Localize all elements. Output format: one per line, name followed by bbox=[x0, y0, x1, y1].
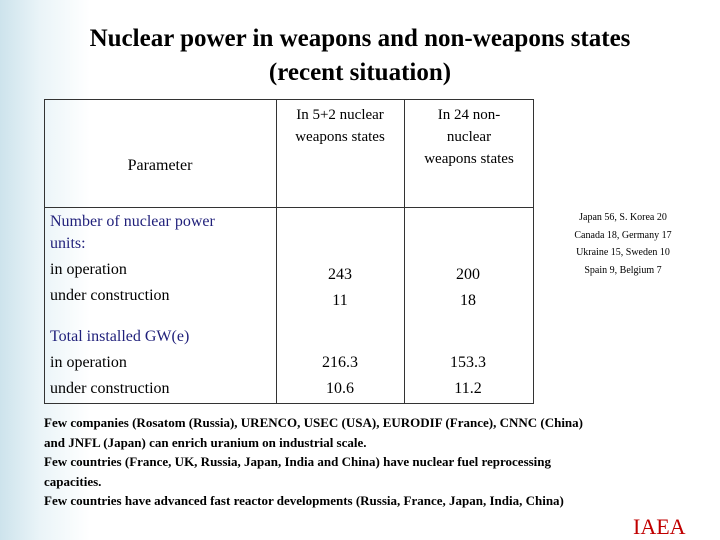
footer-notes bbox=[44, 413, 712, 511]
slide-title bbox=[0, 22, 720, 90]
column-header-weapons-line: In 5+2 nuclear bbox=[296, 107, 384, 123]
gw-in-operation-label: in operation bbox=[50, 354, 127, 371]
units-heading-line: Number of nuclear power bbox=[50, 213, 215, 230]
gw-non-weapons-in-operation: 153.3 bbox=[450, 354, 486, 371]
column-header-non-weapons-line: nuclear bbox=[446, 129, 492, 145]
gw-under-construction-label: under construction bbox=[50, 380, 170, 397]
gw-non-weapons-under-construction: 11.2 bbox=[454, 380, 482, 397]
iaea-logo-text: IAEA bbox=[633, 514, 686, 539]
parameter-header: Parameter bbox=[127, 157, 193, 174]
slide-title-line-2: (recent situation) bbox=[268, 59, 452, 86]
units-under-construction-label: under construction bbox=[50, 287, 170, 304]
column-header-non-weapons-line: In 24 non- bbox=[437, 107, 501, 123]
table-header-divider bbox=[44, 207, 534, 208]
footer-line: Few countries (France, UK, Russia, Japan, India and China) have nuclear fuel reprocessing bbox=[44, 454, 552, 469]
units-non-weapons-under-construction: 18 bbox=[460, 292, 476, 309]
column-header-weapons-line: weapons states bbox=[295, 129, 385, 145]
column-header-non-weapons-line: weapons states bbox=[424, 151, 514, 167]
units-in-operation-label: in operation bbox=[50, 261, 127, 278]
units-heading-line: units: bbox=[50, 235, 86, 252]
gw-weapons-under-construction: 10.6 bbox=[326, 380, 354, 397]
slide-title-line-1: Nuclear power in weapons and non-weapons states bbox=[89, 25, 631, 52]
units-non-weapons-in-operation: 200 bbox=[456, 266, 480, 283]
gw-section-heading: Total installed GW(e) bbox=[50, 328, 190, 345]
units-weapons-under-construction: 11 bbox=[332, 292, 348, 309]
gw-weapons-in-operation: 216.3 bbox=[322, 354, 358, 371]
country-breakdown-note bbox=[548, 209, 698, 279]
country-note-line: Canada 18, Germany 17 bbox=[574, 229, 672, 241]
country-note-line: Japan 56, S. Korea 20 bbox=[579, 212, 667, 223]
column-header-non-weapons-states bbox=[404, 104, 534, 170]
footer-line: Few countries have advanced fast reactor developments (Russia, France, Japan, India, China) bbox=[44, 493, 564, 508]
footer-line: and JNFL (Japan) can enrich uranium on industrial scale. bbox=[44, 434, 367, 450]
column-header-weapons-states bbox=[276, 104, 404, 148]
units-section-heading bbox=[50, 211, 215, 255]
country-note-line: Ukraine 15, Sweden 10 bbox=[576, 247, 670, 258]
footer-line: Few companies (Rosatom (Russia), URENCO, USEC (USA), EURODIF (France), CNNC (China) bbox=[44, 415, 583, 430]
footer-line: capacities. bbox=[44, 473, 102, 489]
country-note-line: Spain 9, Belgium 7 bbox=[584, 264, 662, 276]
units-weapons-in-operation: 243 bbox=[328, 266, 352, 283]
